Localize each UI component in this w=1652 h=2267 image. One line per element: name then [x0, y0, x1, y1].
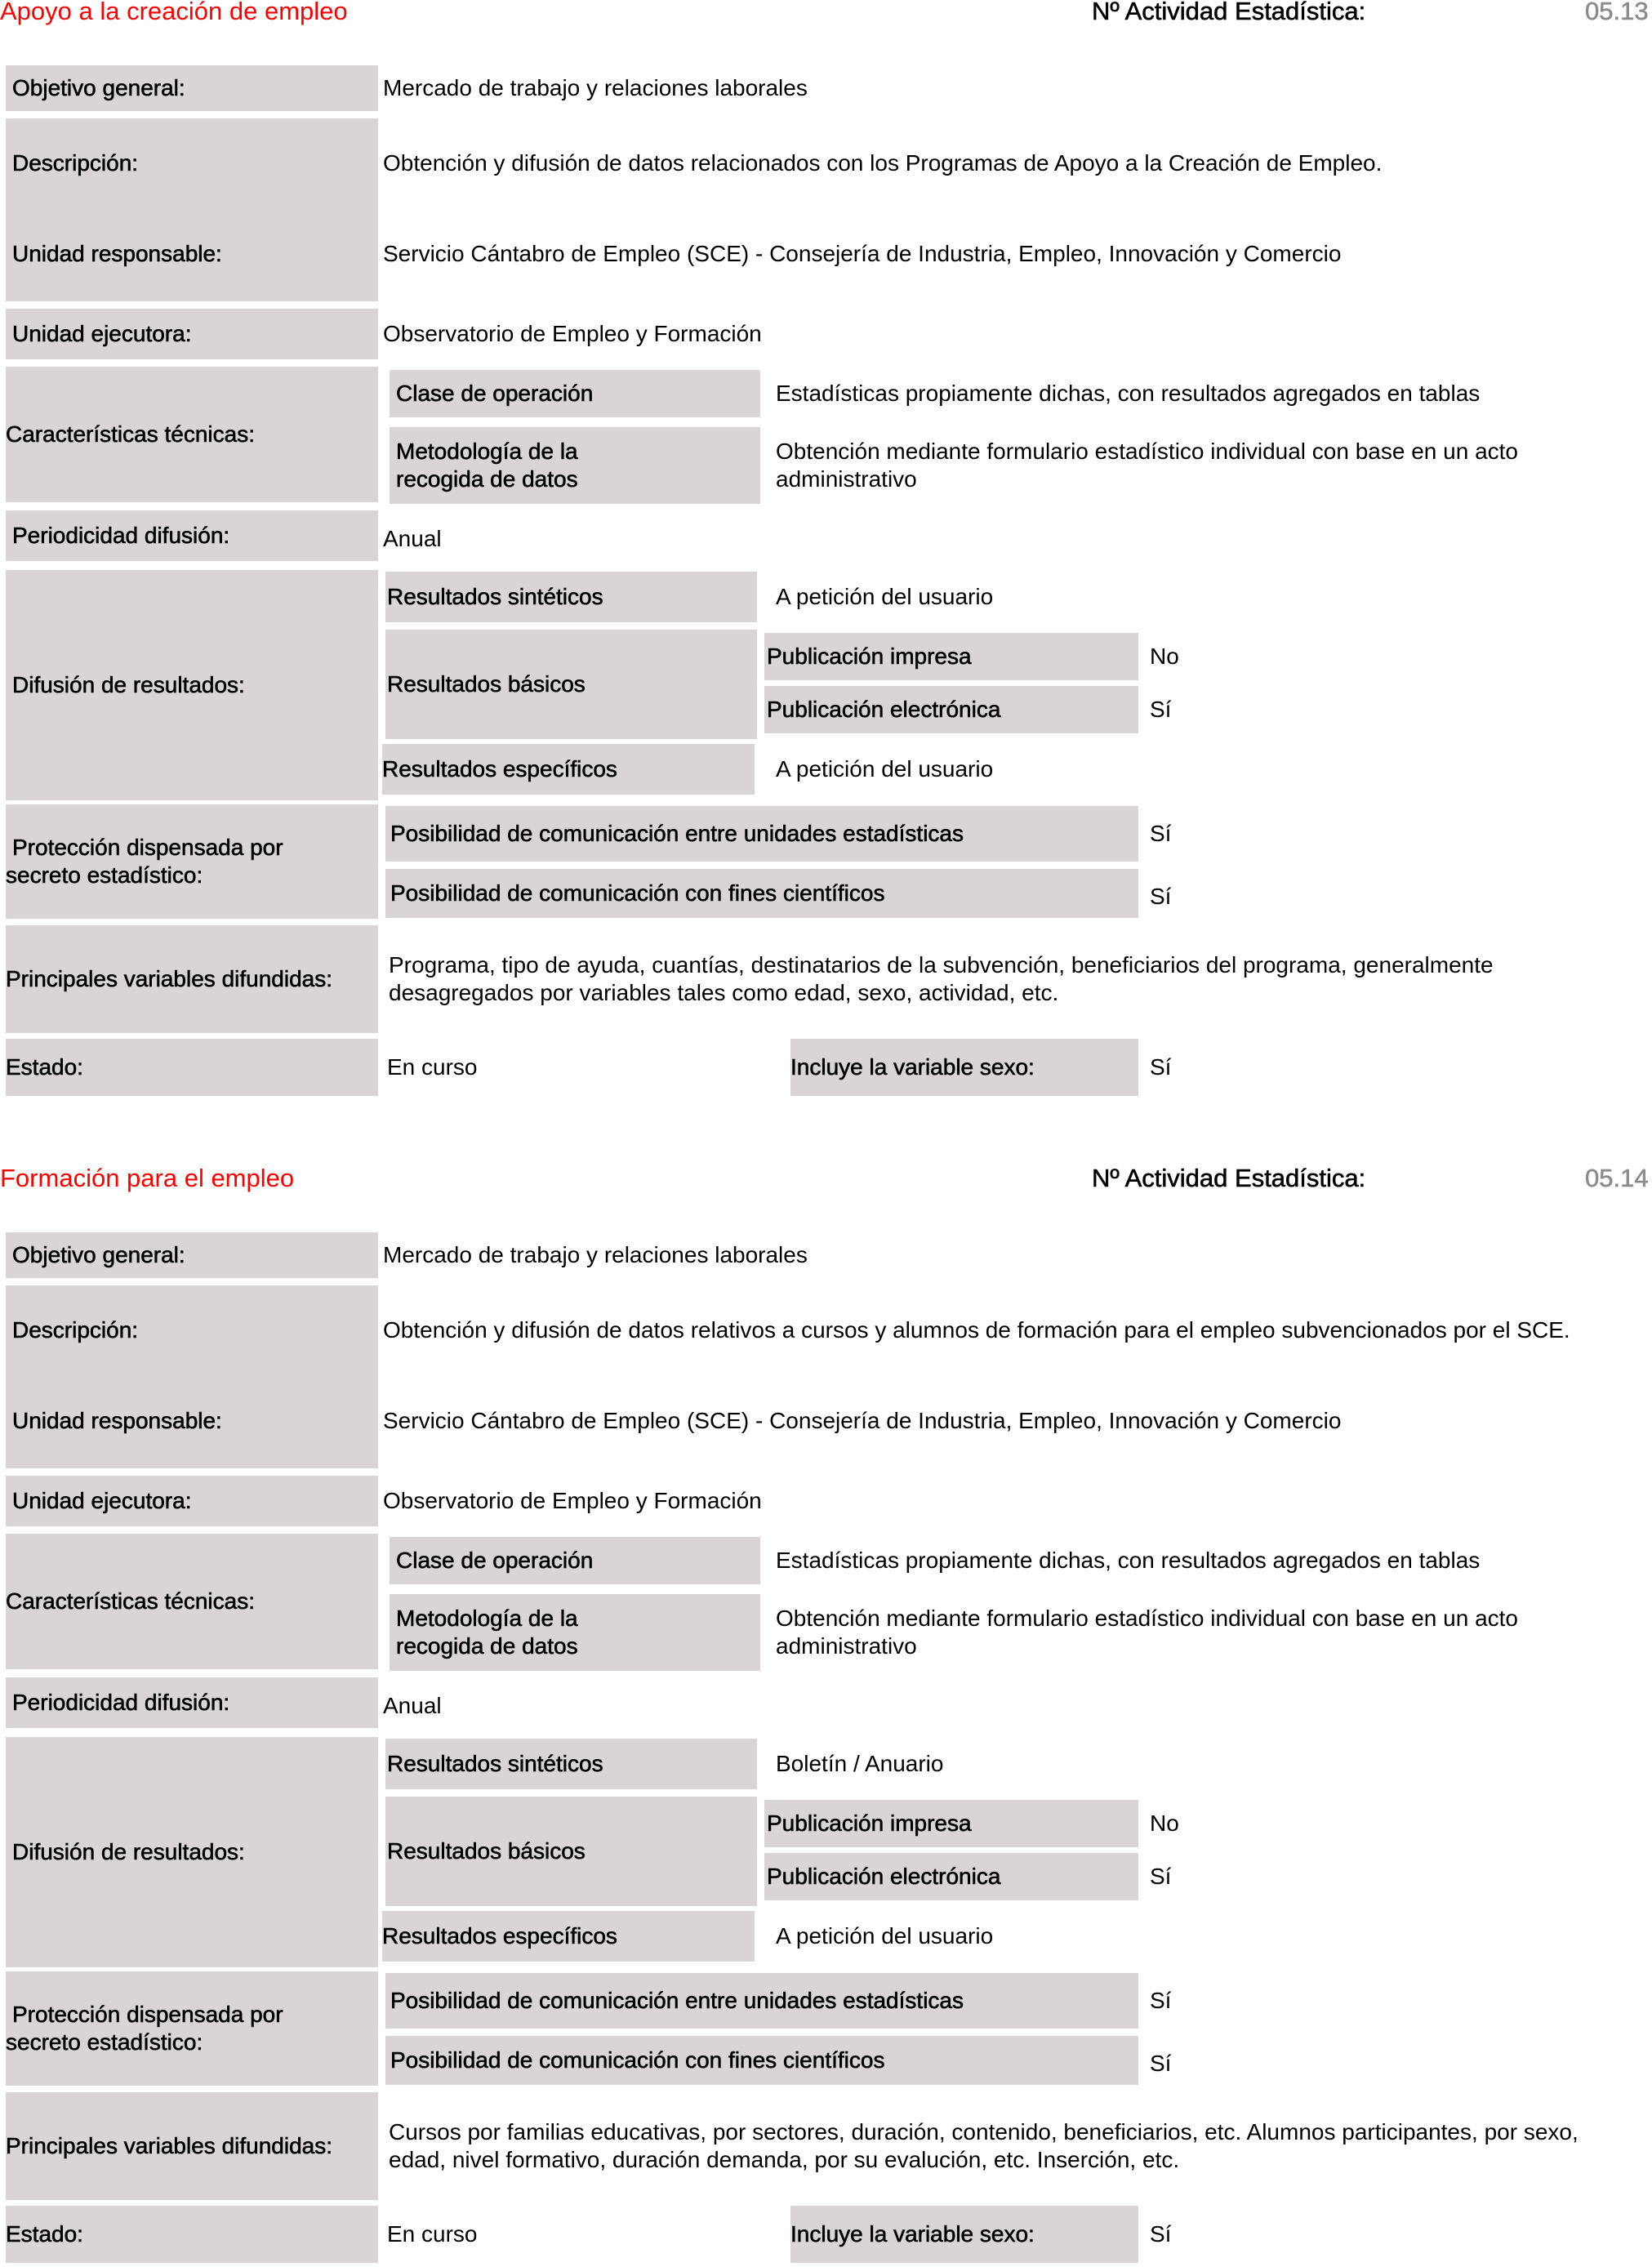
clase-operacion-value: Estadísticas propiamente dichas, con resultados agregados en tablas	[776, 1548, 1481, 1573]
caracteristicas-label: Características técnicas:	[6, 1534, 378, 1669]
unidad-ejecutora-label: Unidad ejecutora:	[6, 309, 378, 359]
metodologia-label-line-2: recogida de datos	[396, 466, 578, 492]
descripcion-label: Descripción:	[12, 1317, 139, 1343]
periodicidad-label: Periodicidad difusión:	[6, 510, 378, 561]
incluye-sexo-value: Sí	[1150, 1054, 1172, 1080]
objetivo-value: Mercado de trabajo y relaciones laborales	[383, 75, 808, 100]
periodicidad-value: Anual	[383, 526, 442, 551]
comunicacion-unidades-value: Sí	[1150, 821, 1172, 846]
estado-label: Estado:	[6, 2206, 378, 2263]
publicacion-electronica-value: Sí	[1150, 697, 1172, 722]
periodicidad-label: Periodicidad difusión:	[6, 1677, 378, 1728]
activity-number-label: Nº Actividad Estadística:	[1092, 1164, 1366, 1192]
difusion-label: Difusión de resultados:	[6, 1737, 378, 1967]
metodologia-label-line-1: Metodología de la	[396, 1606, 578, 1631]
metodologia-value	[776, 427, 1518, 504]
variables-value-line-2: desagregados por variables tales como edad, sexo, actividad, etc.	[389, 980, 1059, 1005]
variables-value-line-2: edad, nivel formativo, duración demanda, por su evalución, etc. Inserción, etc.	[389, 2147, 1180, 2172]
metodologia-label	[390, 427, 760, 504]
activity-number-label: Nº Actividad Estadística:	[1092, 0, 1366, 25]
activity-title: Formación para el empleo	[0, 1164, 295, 1192]
resultados-especificos-value: A petición del usuario	[776, 1923, 994, 1949]
comunicacion-unidades-value: Sí	[1150, 1988, 1172, 2013]
proteccion-label-line-2: secreto estadístico:	[6, 862, 203, 888]
resultados-sinteticos-label: Resultados sintéticos	[385, 1739, 757, 1789]
publicacion-electronica-label: Publicación electrónica	[764, 1853, 1138, 1900]
caracteristicas-label: Características técnicas:	[6, 367, 378, 502]
unidad-responsable-value: Servicio Cántabro de Empleo (SCE) - Consejería de Industria, Empleo, Innovación y Comercio	[383, 241, 1342, 266]
comunicacion-cientificos-value: Sí	[1150, 2051, 1172, 2076]
proteccion-label	[6, 1971, 378, 2086]
variables-value-line-1: Cursos por familias educativas, por sectores, duración, contenido, beneficiarios, etc. Alumnos participantes, por sexo,	[389, 2119, 1579, 2145]
resultados-sinteticos-value: A petición del usuario	[776, 584, 994, 609]
estado-value: En curso	[387, 2221, 478, 2247]
metodologia-value-line-2: administrativo	[776, 466, 917, 492]
resultados-basicos-label: Resultados básicos	[385, 630, 757, 739]
descripcion-value: Obtención y difusión de datos relacionados con los Programas de Apoyo a la Creación de Empleo.	[383, 150, 1383, 176]
descripcion-label: Descripción:	[12, 150, 139, 176]
incluye-sexo-label: Incluye la variable sexo:	[790, 2206, 1138, 2263]
comunicacion-unidades-label: Posibilidad de comunicación entre unidades estadísticas	[385, 806, 1138, 862]
metodologia-value	[776, 1594, 1518, 1671]
activity-title: Apoyo a la creación de empleo	[0, 0, 348, 25]
comunicacion-cientificos-label: Posibilidad de comunicación con fines científicos	[385, 2036, 1138, 2085]
proteccion-label	[6, 804, 378, 919]
objetivo-label: Objetivo general:	[6, 1232, 378, 1278]
unidad-ejecutora-label: Unidad ejecutora:	[6, 1476, 378, 1526]
proteccion-label-line-1: Protección dispensada por	[12, 835, 283, 860]
resultados-sinteticos-value: Boletín / Anuario	[776, 1751, 944, 1776]
variables-value	[389, 925, 1494, 1033]
activity-number: 05.14	[1585, 1164, 1649, 1192]
descripcion-value: Obtención y difusión de datos relativos a cursos y alumnos de formación para el empleo subvencionados por el SCE.	[383, 1317, 1570, 1343]
objetivo-label: Objetivo general:	[6, 65, 378, 111]
metodologia-label-line-1: Metodología de la	[396, 439, 578, 464]
resultados-sinteticos-label: Resultados sintéticos	[385, 572, 757, 622]
unidad-ejecutora-value: Observatorio de Empleo y Formación	[383, 1488, 762, 1513]
estado-label: Estado:	[6, 1039, 378, 1096]
difusion-label: Difusión de resultados:	[6, 570, 378, 800]
publicacion-impresa-label: Publicación impresa	[764, 1800, 1138, 1847]
resultados-especificos-label: Resultados específicos	[382, 1911, 755, 1962]
variables-value	[389, 2092, 1579, 2200]
resultados-especificos-label: Resultados específicos	[382, 744, 755, 795]
unidad-responsable-label: Unidad responsable:	[12, 1408, 222, 1433]
unidad-ejecutora-value: Observatorio de Empleo y Formación	[383, 321, 762, 346]
periodicidad-value: Anual	[383, 1693, 442, 1718]
variables-value-line-1: Programa, tipo de ayuda, cuantías, destinatarios de la subvención, beneficiarios del programa, generalmente	[389, 952, 1494, 978]
proteccion-label-line-1: Protección dispensada por	[12, 2002, 283, 2027]
publicacion-impresa-label: Publicación impresa	[764, 633, 1138, 680]
metodologia-label-line-2: recogida de datos	[396, 1633, 578, 1659]
metodologia-value-line-1: Obtención mediante formulario estadístico individual con base en un acto	[776, 1606, 1518, 1631]
variables-label: Principales variables difundidas:	[6, 2092, 378, 2200]
unidad-responsable-label: Unidad responsable:	[12, 241, 222, 266]
variables-label: Principales variables difundidas:	[6, 925, 378, 1033]
metodologia-value-line-1: Obtención mediante formulario estadístico individual con base en un acto	[776, 439, 1518, 464]
publicacion-impresa-value: No	[1150, 644, 1179, 669]
estado-value: En curso	[387, 1054, 478, 1080]
publicacion-electronica-label: Publicación electrónica	[764, 686, 1138, 733]
publicacion-electronica-value: Sí	[1150, 1864, 1172, 1889]
incluye-sexo-label: Incluye la variable sexo:	[790, 1039, 1138, 1096]
incluye-sexo-value: Sí	[1150, 2221, 1172, 2247]
proteccion-label-line-2: secreto estadístico:	[6, 2029, 203, 2055]
comunicacion-unidades-label: Posibilidad de comunicación entre unidades estadísticas	[385, 1973, 1138, 2029]
metodologia-label	[390, 1594, 760, 1671]
unidad-responsable-value: Servicio Cántabro de Empleo (SCE) - Consejería de Industria, Empleo, Innovación y Comercio	[383, 1408, 1342, 1433]
clase-operacion-label: Clase de operación	[390, 370, 760, 417]
publicacion-impresa-value: No	[1150, 1810, 1179, 1836]
comunicacion-cientificos-value: Sí	[1150, 884, 1172, 909]
clase-operacion-value: Estadísticas propiamente dichas, con resultados agregados en tablas	[776, 381, 1481, 406]
comunicacion-cientificos-label: Posibilidad de comunicación con fines científicos	[385, 869, 1138, 918]
metodologia-value-line-2: administrativo	[776, 1633, 917, 1659]
clase-operacion-label: Clase de operación	[390, 1537, 760, 1584]
resultados-basicos-label: Resultados básicos	[385, 1797, 757, 1906]
activity-number: 05.13	[1585, 0, 1649, 25]
objetivo-value: Mercado de trabajo y relaciones laborales	[383, 1242, 808, 1267]
resultados-especificos-value: A petición del usuario	[776, 756, 994, 782]
